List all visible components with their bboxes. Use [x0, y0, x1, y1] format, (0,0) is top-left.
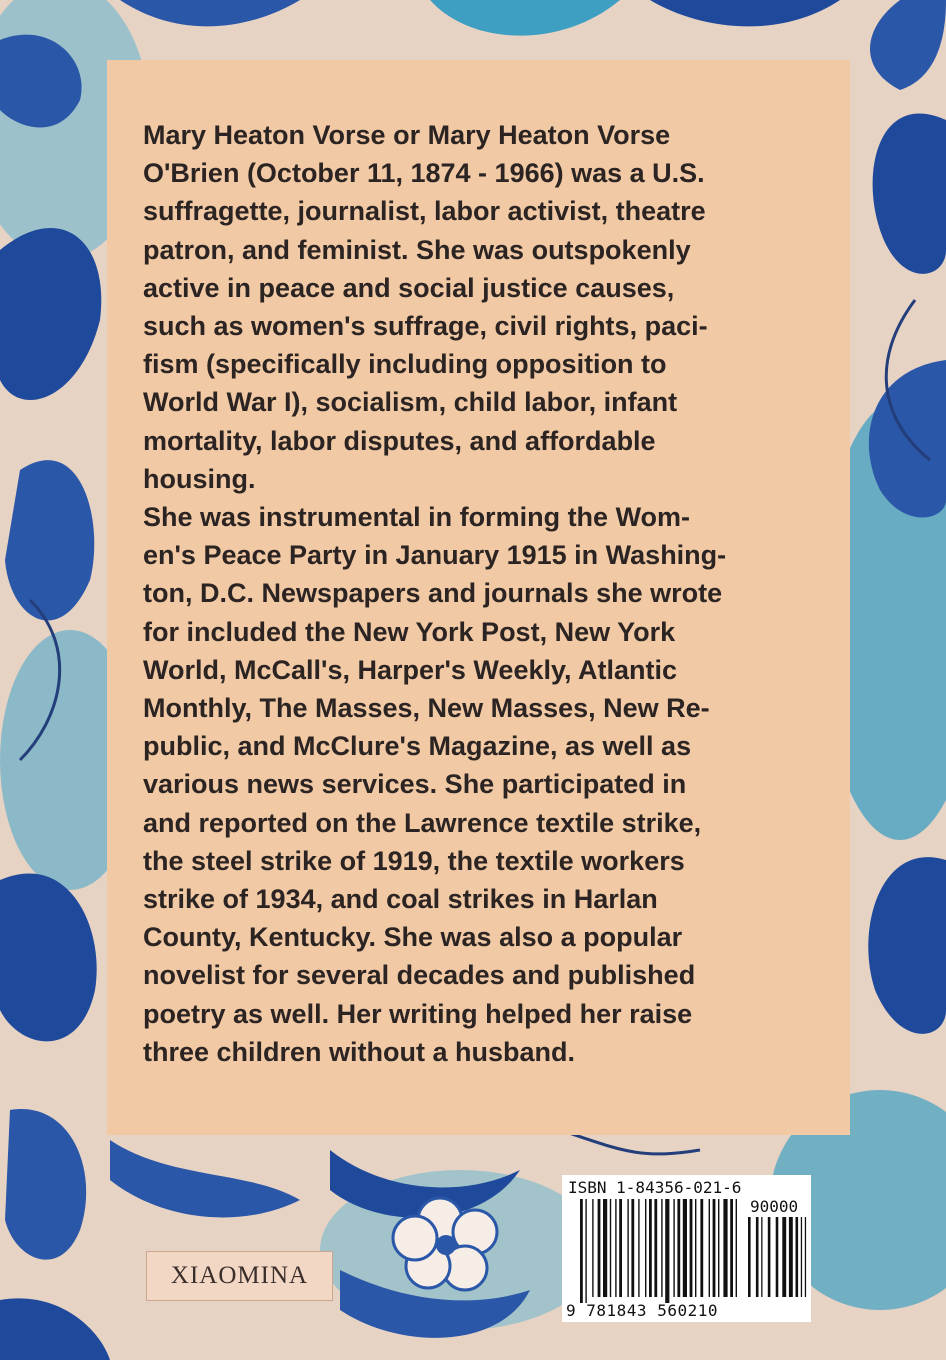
barcode-bar [619, 1199, 622, 1297]
barcode-addon-bar [776, 1217, 779, 1297]
ean-number: 9 781843 560210 [566, 1301, 718, 1320]
barcode-bar [631, 1199, 634, 1297]
barcode-bar [736, 1199, 737, 1297]
barcode-bars [562, 1175, 811, 1322]
barcode-addon-number: 90000 [750, 1197, 799, 1216]
barcode-addon-bar [789, 1217, 793, 1297]
barcode-addon-bar [801, 1217, 802, 1297]
barcode-bar [610, 1199, 611, 1297]
barcode-bar [700, 1199, 703, 1297]
barcode-bar [665, 1199, 669, 1303]
barcode-addon-bar [782, 1217, 786, 1297]
barcode-bar [638, 1199, 639, 1297]
barcode-bar [598, 1199, 601, 1297]
barcode-bar [603, 1199, 607, 1297]
barcode-bar [718, 1199, 719, 1297]
barcode-bar [723, 1199, 727, 1297]
barcode-addon-bar [805, 1217, 806, 1297]
barcode-bar [627, 1199, 628, 1297]
barcode-bar [683, 1199, 687, 1297]
barcode-bar [580, 1199, 583, 1303]
description-paragraph-2: She was instrumental in forming the Wom- en's Peace Party in January 1915 in Washing- ton, D.C. Newspapers and journals she wrote for included the New York Post, New York World, McCall's, Harper's Weekly, Atlantic Monthly, The Masses, New Masses, New Re- public, and McClure's Magazine, as well as various news services. She participated in and reported on the Lawrence textile strike, the steel strike of 1919, the textile workers strike of 1934, and coal strikes in Harlan County, Kentucky. She was also a popular novelist for several decades and published poetry as well. Her writing helped her raise three children without a husband. [143, 502, 727, 1067]
barcode-bar [615, 1199, 616, 1297]
barcode-addon-bar [756, 1217, 759, 1297]
barcode-bar [695, 1199, 696, 1297]
barcode-bar [713, 1199, 716, 1297]
barcode-addon-bar [761, 1217, 762, 1297]
barcode-bar [690, 1199, 693, 1297]
isbn-label: ISBN 1-84356-021-6 [568, 1178, 742, 1197]
barcode-bar [645, 1199, 646, 1297]
barcode-bar [673, 1199, 674, 1297]
description-paragraph-1: Mary Heaton Vorse or Mary Heaton Vorse O'Brien (October 11, 1874 - 1966) was a U.S. suffragette, journalist, labor activist, theatre patron, and feminist. She was outspokenly active in peace and social justice causes, such as women's suffrage, civil rights, paci- fism (specifically including opposition to World War I), socialism, child labor, infant mortality, labor disputes, and affordable housing. [143, 120, 708, 494]
barcode-bar [677, 1199, 680, 1297]
barcode-bar [730, 1199, 733, 1297]
barcode-addon-bar [768, 1217, 771, 1297]
barcode-bar [649, 1199, 652, 1297]
publisher-name: XIAOMINA [170, 1262, 309, 1289]
barcode-addon-bar [796, 1217, 799, 1297]
barcode-bar [585, 1199, 586, 1303]
publisher-label [146, 1251, 333, 1301]
isbn-barcode [562, 1175, 811, 1322]
barcode-bar [654, 1199, 657, 1297]
barcode-bar [661, 1199, 662, 1297]
barcode-addon-bar [748, 1217, 751, 1297]
barcode-bar [709, 1199, 710, 1297]
description-panel [107, 60, 850, 1135]
barcode-bar [592, 1199, 593, 1297]
